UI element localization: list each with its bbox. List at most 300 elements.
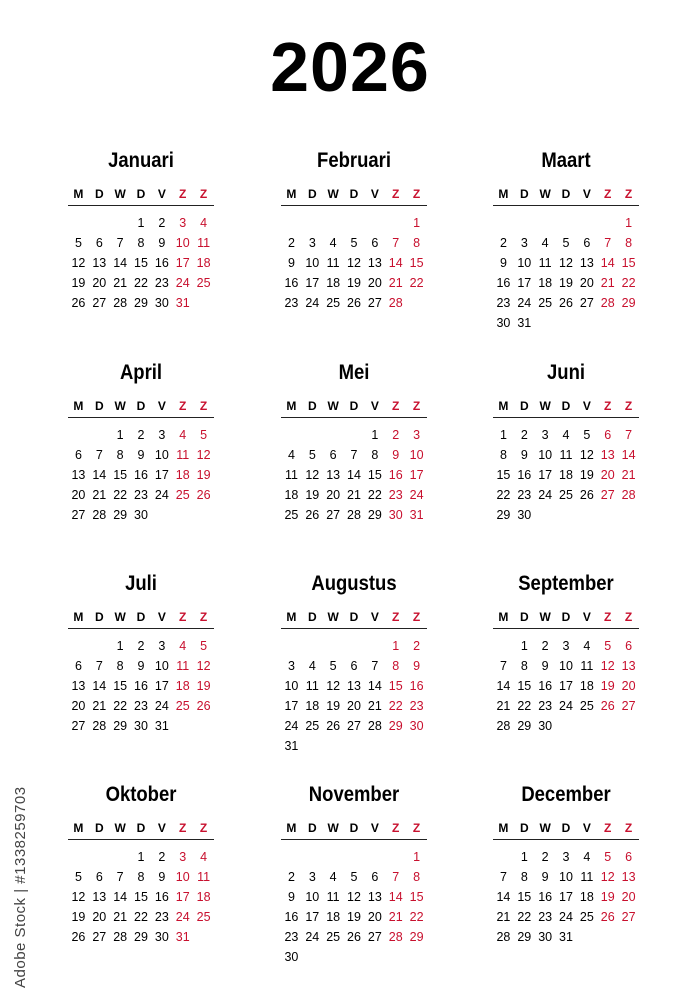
day-cell: 22 bbox=[134, 910, 148, 924]
year-title: 2026 bbox=[270, 28, 430, 106]
empty-cell bbox=[172, 716, 193, 736]
day-cell: 27 bbox=[92, 930, 107, 944]
week-row bbox=[281, 445, 427, 465]
day-cell: 1 bbox=[371, 428, 379, 442]
empty-cell bbox=[281, 213, 302, 233]
empty-cell bbox=[193, 716, 214, 736]
day-cell: 1 bbox=[116, 428, 124, 442]
weekday-label: Z bbox=[179, 610, 187, 624]
week-row bbox=[68, 847, 214, 867]
day-cell: 14 bbox=[388, 256, 403, 270]
day-cell: 28 bbox=[92, 508, 107, 522]
day-cell: 7 bbox=[625, 428, 633, 442]
week-row bbox=[493, 505, 639, 525]
weekday-label: V bbox=[582, 399, 591, 413]
week-row bbox=[68, 696, 214, 716]
weekday-label: Z bbox=[412, 821, 421, 835]
day-cell: 19 bbox=[559, 276, 573, 290]
day-cell: 17 bbox=[409, 468, 424, 482]
week-row bbox=[68, 465, 214, 485]
day-cell: 20 bbox=[347, 699, 361, 713]
week-row bbox=[493, 927, 639, 947]
day-cell: 21 bbox=[600, 276, 615, 290]
day-cell: 24 bbox=[175, 276, 190, 290]
weekday-label: Z bbox=[624, 399, 633, 413]
day-cell: 14 bbox=[388, 890, 403, 904]
empty-cell bbox=[556, 213, 577, 233]
week-row bbox=[281, 656, 427, 676]
day-cell: 13 bbox=[621, 870, 636, 884]
day-cell: 18 bbox=[284, 488, 299, 502]
weekday-label: D bbox=[349, 399, 359, 413]
day-cell: 5 bbox=[200, 428, 208, 442]
day-cell: 2 bbox=[520, 428, 528, 442]
day-cell: 5 bbox=[350, 236, 358, 250]
day-cell: 13 bbox=[326, 468, 341, 482]
day-cell: 6 bbox=[371, 870, 379, 884]
weekday-header bbox=[281, 184, 427, 206]
empty-cell bbox=[406, 736, 427, 756]
empty-cell bbox=[618, 505, 639, 525]
empty-cell bbox=[364, 736, 385, 756]
week-row bbox=[281, 273, 427, 293]
week-row bbox=[281, 636, 427, 656]
day-cell: 16 bbox=[134, 679, 148, 693]
day-cell: 1 bbox=[413, 850, 421, 864]
weekday-header bbox=[68, 818, 214, 840]
day-cell: 18 bbox=[579, 679, 594, 693]
weekday-label: Z bbox=[392, 399, 400, 413]
week-row bbox=[493, 716, 639, 736]
week-row bbox=[68, 253, 214, 273]
day-cell: 21 bbox=[92, 699, 107, 713]
weekday-label: Z bbox=[199, 399, 208, 413]
week-row bbox=[493, 696, 639, 716]
day-cell: 5 bbox=[329, 659, 337, 673]
day-cell: 16 bbox=[388, 468, 403, 482]
weekday-label: W bbox=[327, 610, 339, 624]
day-cell: 30 bbox=[154, 296, 169, 310]
day-cell: 27 bbox=[579, 296, 594, 310]
weekday-label: D bbox=[94, 399, 104, 413]
weekday-label: V bbox=[157, 187, 166, 201]
day-cell: 27 bbox=[367, 930, 382, 944]
weekday-label: D bbox=[307, 821, 317, 835]
day-cell: 17 bbox=[175, 890, 190, 904]
week-row bbox=[281, 736, 427, 756]
weekday-label: D bbox=[136, 610, 146, 624]
day-cell: 4 bbox=[583, 639, 591, 653]
day-cell: 3 bbox=[562, 850, 570, 864]
day-cell: 15 bbox=[113, 468, 128, 482]
day-cell: 24 bbox=[538, 488, 553, 502]
day-cell: 17 bbox=[305, 910, 320, 924]
day-cell: 28 bbox=[347, 508, 361, 522]
month-name: December bbox=[521, 783, 611, 806]
empty-cell bbox=[68, 213, 89, 233]
day-cell: 3 bbox=[158, 428, 166, 442]
day-cell: 9 bbox=[137, 448, 145, 462]
day-cell: 24 bbox=[284, 719, 299, 733]
weekday-label: D bbox=[307, 610, 317, 624]
month-juni bbox=[493, 360, 639, 525]
day-cell: 29 bbox=[367, 508, 382, 522]
week-row bbox=[68, 233, 214, 253]
day-cell: 14 bbox=[92, 468, 107, 482]
day-cell: 9 bbox=[287, 890, 295, 904]
day-cell: 6 bbox=[350, 659, 358, 673]
day-cell: 11 bbox=[197, 870, 211, 884]
month-name: Maart bbox=[541, 149, 591, 172]
weekday-label: Z bbox=[604, 610, 612, 624]
empty-cell bbox=[302, 736, 323, 756]
day-cell: 29 bbox=[409, 930, 424, 944]
day-cell: 2 bbox=[287, 236, 295, 250]
day-cell: 16 bbox=[154, 256, 169, 270]
day-cell: 7 bbox=[95, 659, 103, 673]
day-cell: 21 bbox=[496, 910, 511, 924]
month-oktober bbox=[68, 782, 214, 947]
day-cell: 16 bbox=[538, 890, 553, 904]
day-cell: 17 bbox=[154, 468, 169, 482]
empty-cell bbox=[535, 313, 556, 333]
day-cell: 26 bbox=[347, 930, 361, 944]
weekday-label: Z bbox=[604, 821, 612, 835]
day-cell: 23 bbox=[154, 910, 169, 924]
empty-cell bbox=[385, 847, 406, 867]
day-cell: 5 bbox=[308, 448, 316, 462]
day-cell: 30 bbox=[388, 508, 403, 522]
day-cell: 14 bbox=[113, 890, 128, 904]
week-row bbox=[281, 947, 427, 967]
day-cell: 28 bbox=[113, 296, 128, 310]
day-cell: 5 bbox=[74, 870, 82, 884]
day-cell: 7 bbox=[350, 448, 358, 462]
day-cell: 16 bbox=[409, 679, 424, 693]
day-cell: 22 bbox=[367, 488, 382, 502]
day-cell: 31 bbox=[284, 739, 299, 753]
weekday-label: M bbox=[286, 821, 297, 835]
day-cell: 3 bbox=[179, 216, 187, 230]
day-cell: 2 bbox=[541, 639, 549, 653]
day-cell: 31 bbox=[409, 508, 424, 522]
day-cell: 14 bbox=[496, 890, 511, 904]
weekday-label: V bbox=[370, 399, 379, 413]
month-name: April bbox=[119, 361, 163, 384]
day-cell: 1 bbox=[499, 428, 507, 442]
week-row bbox=[493, 485, 639, 505]
day-cell: 7 bbox=[392, 236, 400, 250]
week-row bbox=[493, 233, 639, 253]
week-row bbox=[68, 676, 214, 696]
day-cell: 23 bbox=[284, 296, 299, 310]
day-cell: 31 bbox=[175, 930, 190, 944]
weekday-label: D bbox=[94, 610, 104, 624]
day-cell: 1 bbox=[116, 639, 124, 653]
day-cell: 11 bbox=[284, 468, 298, 482]
day-cell: 27 bbox=[621, 699, 636, 713]
day-cell: 12 bbox=[559, 256, 573, 270]
empty-cell bbox=[89, 847, 110, 867]
day-cell: 11 bbox=[176, 659, 190, 673]
day-cell: 17 bbox=[538, 468, 553, 482]
week-row bbox=[493, 253, 639, 273]
day-cell: 7 bbox=[604, 236, 612, 250]
day-cell: 8 bbox=[116, 659, 124, 673]
weekday-label: V bbox=[370, 821, 379, 835]
day-cell: 6 bbox=[95, 236, 103, 250]
day-cell: 4 bbox=[179, 428, 187, 442]
empty-cell bbox=[89, 213, 110, 233]
weekday-label: M bbox=[498, 187, 509, 201]
day-cell: 15 bbox=[621, 256, 636, 270]
empty-cell bbox=[323, 425, 344, 445]
day-cell: 15 bbox=[517, 679, 532, 693]
day-cell: 15 bbox=[496, 468, 511, 482]
day-cell: 27 bbox=[600, 488, 615, 502]
day-cell: 25 bbox=[579, 699, 594, 713]
empty-cell bbox=[68, 636, 89, 656]
empty-cell bbox=[68, 847, 89, 867]
weekday-label: Z bbox=[199, 187, 208, 201]
empty-cell bbox=[556, 313, 577, 333]
empty-cell bbox=[344, 213, 365, 233]
day-cell: 24 bbox=[559, 910, 573, 924]
day-cell: 17 bbox=[559, 890, 573, 904]
weekday-label: Z bbox=[412, 610, 421, 624]
day-cell: 20 bbox=[367, 910, 382, 924]
day-cell: 6 bbox=[604, 428, 612, 442]
day-cell: 3 bbox=[308, 870, 316, 884]
day-cell: 28 bbox=[113, 930, 128, 944]
day-cell: 3 bbox=[413, 428, 421, 442]
weekday-label: Z bbox=[604, 187, 612, 201]
day-cell: 6 bbox=[95, 870, 103, 884]
day-cell: 19 bbox=[196, 468, 211, 482]
weekday-label: D bbox=[349, 610, 359, 624]
day-cell: 27 bbox=[92, 296, 107, 310]
weekday-label: Z bbox=[179, 399, 187, 413]
weekday-label: W bbox=[539, 821, 551, 835]
weekday-label: Z bbox=[624, 610, 633, 624]
week-row bbox=[68, 887, 214, 907]
day-cell: 23 bbox=[409, 699, 424, 713]
day-cell: 12 bbox=[600, 659, 615, 673]
day-cell: 28 bbox=[621, 488, 636, 502]
weekday-label: V bbox=[157, 399, 166, 413]
day-cell: 22 bbox=[409, 910, 424, 924]
day-cell: 21 bbox=[113, 276, 128, 290]
day-cell: 5 bbox=[604, 639, 612, 653]
week-row bbox=[281, 867, 427, 887]
day-cell: 21 bbox=[92, 488, 107, 502]
day-cell: 18 bbox=[175, 468, 190, 482]
empty-cell bbox=[576, 716, 597, 736]
day-cell: 12 bbox=[347, 256, 361, 270]
day-cell: 19 bbox=[600, 679, 615, 693]
day-cell: 26 bbox=[196, 699, 211, 713]
day-cell: 13 bbox=[71, 468, 86, 482]
weekday-label: W bbox=[539, 187, 551, 201]
day-cell: 25 bbox=[175, 699, 190, 713]
weekday-label: M bbox=[498, 399, 509, 413]
empty-cell bbox=[493, 213, 514, 233]
day-cell: 23 bbox=[154, 276, 169, 290]
day-cell: 11 bbox=[197, 236, 211, 250]
day-cell: 18 bbox=[326, 276, 341, 290]
empty-cell bbox=[193, 927, 214, 947]
day-cell: 2 bbox=[287, 870, 295, 884]
day-cell: 12 bbox=[600, 870, 615, 884]
weekday-header bbox=[493, 818, 639, 840]
day-cell: 4 bbox=[583, 850, 591, 864]
day-cell: 9 bbox=[392, 448, 400, 462]
day-cell: 14 bbox=[367, 679, 382, 693]
day-cell: 15 bbox=[113, 679, 128, 693]
empty-cell bbox=[323, 847, 344, 867]
day-cell: 10 bbox=[175, 236, 190, 250]
day-cell: 16 bbox=[538, 679, 553, 693]
day-cell: 21 bbox=[388, 910, 403, 924]
day-cell: 14 bbox=[347, 468, 361, 482]
day-cell: 6 bbox=[625, 639, 633, 653]
week-row bbox=[68, 927, 214, 947]
week-row bbox=[493, 273, 639, 293]
day-cell: 8 bbox=[520, 870, 528, 884]
day-cell: 18 bbox=[326, 910, 341, 924]
day-cell: 2 bbox=[137, 428, 145, 442]
day-cell: 19 bbox=[71, 276, 86, 290]
day-cell: 30 bbox=[284, 950, 299, 964]
empty-cell bbox=[68, 425, 89, 445]
day-cell: 8 bbox=[499, 448, 507, 462]
week-row bbox=[68, 867, 214, 887]
day-cell: 29 bbox=[134, 930, 148, 944]
empty-cell bbox=[344, 425, 365, 445]
day-cell: 26 bbox=[196, 488, 211, 502]
week-row bbox=[68, 505, 214, 525]
day-cell: 12 bbox=[579, 448, 594, 462]
day-cell: 1 bbox=[625, 216, 633, 230]
month-name: Januari bbox=[108, 149, 174, 172]
day-cell: 23 bbox=[134, 699, 148, 713]
empty-cell bbox=[493, 636, 514, 656]
day-cell: 24 bbox=[154, 488, 169, 502]
weekday-label: V bbox=[157, 821, 166, 835]
weekday-label: M bbox=[286, 399, 297, 413]
day-cell: 10 bbox=[305, 890, 320, 904]
day-cell: 24 bbox=[305, 930, 320, 944]
weekday-label: D bbox=[519, 399, 529, 413]
empty-cell bbox=[323, 636, 344, 656]
empty-cell bbox=[556, 716, 577, 736]
empty-cell bbox=[556, 505, 577, 525]
day-cell: 20 bbox=[92, 910, 107, 924]
empty-cell bbox=[344, 736, 365, 756]
week-row bbox=[281, 847, 427, 867]
week-row bbox=[281, 293, 427, 313]
empty-cell bbox=[406, 947, 427, 967]
weekday-label: V bbox=[370, 187, 379, 201]
empty-cell bbox=[302, 847, 323, 867]
day-cell: 28 bbox=[388, 296, 403, 310]
day-cell: 17 bbox=[175, 256, 190, 270]
day-cell: 28 bbox=[496, 930, 511, 944]
day-cell: 20 bbox=[71, 699, 86, 713]
weekday-label: D bbox=[307, 399, 317, 413]
empty-cell bbox=[535, 505, 556, 525]
day-cell: 30 bbox=[154, 930, 169, 944]
empty-cell bbox=[302, 213, 323, 233]
day-cell: 16 bbox=[154, 890, 169, 904]
day-cell: 30 bbox=[538, 930, 553, 944]
month-december bbox=[493, 782, 639, 947]
day-cell: 24 bbox=[559, 699, 573, 713]
empty-cell bbox=[193, 293, 214, 313]
day-cell: 4 bbox=[541, 236, 549, 250]
month-name: Februari bbox=[317, 149, 391, 172]
week-row bbox=[281, 927, 427, 947]
weekday-label: Z bbox=[392, 821, 400, 835]
day-cell: 21 bbox=[113, 910, 128, 924]
empty-cell bbox=[364, 847, 385, 867]
day-cell: 5 bbox=[200, 639, 208, 653]
weekday-label: W bbox=[327, 399, 339, 413]
day-cell: 15 bbox=[388, 679, 403, 693]
empty-cell bbox=[576, 213, 597, 233]
day-cell: 3 bbox=[287, 659, 295, 673]
day-cell: 25 bbox=[326, 296, 341, 310]
weekday-label: Z bbox=[179, 821, 187, 835]
day-cell: 26 bbox=[71, 930, 86, 944]
day-cell: 23 bbox=[517, 488, 532, 502]
day-cell: 9 bbox=[413, 659, 421, 673]
weekday-label: D bbox=[519, 610, 529, 624]
week-row bbox=[493, 636, 639, 656]
week-row bbox=[68, 656, 214, 676]
weekday-label: Z bbox=[624, 187, 633, 201]
empty-cell bbox=[281, 636, 302, 656]
weekday-label: D bbox=[561, 610, 571, 624]
day-cell: 20 bbox=[579, 276, 594, 290]
day-cell: 15 bbox=[409, 890, 424, 904]
empty-cell bbox=[302, 636, 323, 656]
day-cell: 24 bbox=[305, 296, 320, 310]
month-augustus bbox=[281, 571, 427, 756]
empty-cell bbox=[535, 213, 556, 233]
day-cell: 3 bbox=[158, 639, 166, 653]
empty-cell bbox=[364, 947, 385, 967]
day-cell: 17 bbox=[559, 679, 573, 693]
day-cell: 1 bbox=[520, 639, 528, 653]
weekday-label: Z bbox=[392, 610, 400, 624]
day-cell: 3 bbox=[179, 850, 187, 864]
day-cell: 29 bbox=[113, 508, 128, 522]
empty-cell bbox=[514, 213, 535, 233]
week-row bbox=[281, 676, 427, 696]
day-cell: 4 bbox=[200, 850, 208, 864]
day-cell: 22 bbox=[517, 699, 532, 713]
week-row bbox=[68, 293, 214, 313]
empty-cell bbox=[110, 213, 131, 233]
day-cell: 29 bbox=[517, 930, 532, 944]
week-row bbox=[493, 907, 639, 927]
month-april bbox=[68, 360, 214, 525]
empty-cell bbox=[493, 847, 514, 867]
day-cell: 25 bbox=[305, 719, 320, 733]
day-cell: 12 bbox=[326, 679, 341, 693]
day-cell: 12 bbox=[71, 256, 86, 270]
